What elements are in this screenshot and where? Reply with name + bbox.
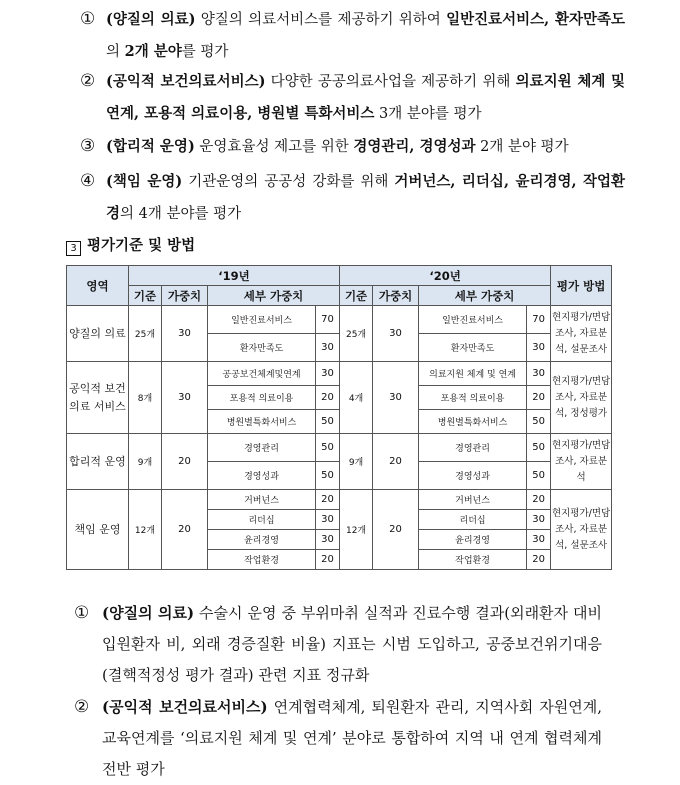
criteria-cell-20: 9개 bbox=[340, 434, 373, 490]
item-text: 3개 분야를 평가 bbox=[374, 106, 482, 122]
detail-item-20: 거버넌스 bbox=[419, 490, 527, 510]
header-criteria: 기준 bbox=[129, 286, 162, 306]
weight-cell-20: 20 bbox=[373, 490, 419, 570]
detail-weight-19: 30 bbox=[316, 362, 340, 386]
criteria-cell-20: 12개 bbox=[340, 490, 373, 570]
item-bold: 경영관리, 경영성과 bbox=[353, 138, 476, 155]
item-number: ① bbox=[80, 9, 96, 29]
detail-weight-20: 70 bbox=[527, 306, 551, 334]
item-number: ② bbox=[74, 697, 90, 717]
header-year-19: ‘19년 bbox=[129, 266, 340, 286]
item-text: 를 평가 bbox=[181, 44, 229, 60]
area-cell: 책임 운영 bbox=[67, 490, 129, 570]
weight-cell-19: 20 bbox=[162, 490, 208, 570]
method-cell: 현지평가/면담조사, 자료분석 bbox=[551, 434, 612, 490]
detail-item-19: 작업환경 bbox=[208, 550, 316, 570]
detail-item-19: 거버넌스 bbox=[208, 490, 316, 510]
detail-weight-20: 30 bbox=[527, 334, 551, 362]
detail-weight-19: 50 bbox=[316, 434, 340, 462]
detail-item-20: 환자만족도 bbox=[419, 334, 527, 362]
item-bold: 의료지원 체계 및 연계, 포용적 의료이용, 병원별 특화서비스 bbox=[106, 73, 625, 122]
detail-weight-19: 20 bbox=[316, 386, 340, 410]
weight-cell-19: 30 bbox=[162, 362, 208, 434]
item-number: ④ bbox=[80, 171, 96, 191]
item-text: 의 bbox=[106, 44, 125, 60]
area-cell: 양질의 의료 bbox=[67, 306, 129, 362]
detail-weight-20: 30 bbox=[527, 530, 551, 550]
detail-weight-20: 50 bbox=[527, 410, 551, 434]
item-number: ① bbox=[74, 603, 90, 623]
item-bold: 일반진료서비스, 환자만족도 bbox=[446, 11, 625, 28]
section-title: 평가기준 및 방법 bbox=[87, 237, 196, 254]
item-text: 다양한 공공의료사업을 제공하기 위해 bbox=[265, 74, 516, 90]
table-row bbox=[67, 490, 612, 510]
method-cell: 현지평가/면담조사, 자료분석, 설문조사 bbox=[551, 490, 612, 570]
weight-cell-20: 20 bbox=[373, 434, 419, 490]
detail-weight-20: 50 bbox=[527, 434, 551, 462]
detail-item-20: 리더십 bbox=[419, 510, 527, 530]
detail-weight-19: 50 bbox=[316, 410, 340, 434]
item-bold: 거버넌스, 리더십, 윤리경영, 작업환경 bbox=[106, 173, 625, 222]
bottom-item-2 bbox=[74, 692, 602, 785]
detail-item-19: 포용적 의료이용 bbox=[208, 386, 316, 410]
detail-item-19: 윤리경영 bbox=[208, 530, 316, 550]
detail-item-20: 일반진료서비스 bbox=[419, 306, 527, 334]
intro-item-2 bbox=[80, 66, 625, 130]
item-number: ② bbox=[80, 71, 96, 91]
item-lead: (양질의 의료) bbox=[102, 604, 195, 622]
item-number: ③ bbox=[80, 136, 96, 156]
item-text: 운영효율성 제고를 위한 bbox=[194, 139, 354, 155]
weight-cell-19: 20 bbox=[162, 434, 208, 490]
criteria-cell-19: 25개 bbox=[129, 306, 162, 362]
intro-item-3 bbox=[80, 131, 625, 163]
detail-weight-19: 30 bbox=[316, 510, 340, 530]
detail-item-20: 경영성과 bbox=[419, 462, 527, 490]
detail-weight-20: 50 bbox=[527, 462, 551, 490]
header-weight: 가중치 bbox=[162, 286, 208, 306]
item-lead: (책임 운영) bbox=[106, 173, 183, 190]
detail-item-20: 작업환경 bbox=[419, 550, 527, 570]
detail-weight-19: 30 bbox=[316, 334, 340, 362]
detail-weight-20: 30 bbox=[527, 362, 551, 386]
header-criteria: 기준 bbox=[340, 286, 373, 306]
item-text: 양질의 의료서비스를 제공하기 위하여 bbox=[195, 12, 447, 28]
method-cell: 현지평가/면담조사, 자료분석, 정성평가 bbox=[551, 362, 612, 434]
weight-cell-19: 30 bbox=[162, 306, 208, 362]
header-detail: 세부 가중치 bbox=[419, 286, 551, 306]
table-row bbox=[67, 306, 612, 334]
criteria-cell-20: 25개 bbox=[340, 306, 373, 362]
area-cell: 합리적 운영 bbox=[67, 434, 129, 490]
header-area: 영역 bbox=[67, 266, 129, 306]
bottom-item-1 bbox=[74, 598, 602, 691]
detail-weight-19: 30 bbox=[316, 530, 340, 550]
item-lead: (합리적 운영) bbox=[106, 138, 195, 155]
detail-item-19: 경영관리 bbox=[208, 434, 316, 462]
detail-item-20: 윤리경영 bbox=[419, 530, 527, 550]
detail-weight-20: 30 bbox=[527, 510, 551, 530]
header-method: 평가 방법 bbox=[551, 266, 612, 306]
detail-weight-19: 20 bbox=[316, 550, 340, 570]
header-year-20: ‘20년 bbox=[340, 266, 551, 286]
item-lead: (양질의 의료) bbox=[106, 11, 196, 28]
detail-item-19: 병원별특화서비스 bbox=[208, 410, 316, 434]
section-number: 3 bbox=[66, 241, 81, 256]
detail-item-19: 공공보건체계및연계 bbox=[208, 362, 316, 386]
detail-item-19: 일반진료서비스 bbox=[208, 306, 316, 334]
criteria-cell-20: 4개 bbox=[340, 362, 373, 434]
detail-item-19: 리더십 bbox=[208, 510, 316, 530]
criteria-cell-19: 9개 bbox=[129, 434, 162, 490]
detail-item-19: 환자만족도 bbox=[208, 334, 316, 362]
detail-weight-19: 70 bbox=[316, 306, 340, 334]
item-bold: 2개 분야 bbox=[124, 43, 182, 60]
intro-item-4 bbox=[80, 166, 625, 230]
weight-cell-20: 30 bbox=[373, 306, 419, 362]
header-detail: 세부 가중치 bbox=[208, 286, 340, 306]
item-lead: (공익적 보건의료서비스) bbox=[106, 73, 266, 90]
detail-weight-19: 50 bbox=[316, 462, 340, 490]
item-text: 수술시 운영 중 부위마취 실적과 진료수행 결과(외래환자 대비 입원환자 비, 외래 경증질환 비율) 지표는 시범 도입하고, 공중보건위기대응(결핵적정성 평가 결과) 관련 지표 정규화 bbox=[102, 604, 602, 684]
item-lead: (공익적 보건의료서비스) bbox=[102, 698, 268, 716]
header-weight: 가중치 bbox=[373, 286, 419, 306]
item-text: 2개 분야 평가 bbox=[475, 139, 569, 155]
detail-weight-20: 20 bbox=[527, 550, 551, 570]
section-heading bbox=[66, 234, 195, 256]
detail-weight-20: 20 bbox=[527, 490, 551, 510]
detail-item-20: 경영관리 bbox=[419, 434, 527, 462]
intro-item-1 bbox=[80, 4, 625, 68]
detail-item-20: 병원별특화서비스 bbox=[419, 410, 527, 434]
criteria-cell-19: 8개 bbox=[129, 362, 162, 434]
weight-cell-20: 30 bbox=[373, 362, 419, 434]
item-text: 기관운영의 공공성 강화를 위해 bbox=[182, 174, 395, 190]
detail-item-19: 경영성과 bbox=[208, 462, 316, 490]
evaluation-table bbox=[66, 265, 612, 570]
item-text: 연계협력체계, 퇴원환자 관리, 지역사회 자원연계, 교육연계를 ‘의료지원 체계 및 연계’ 분야로 통합하여 지역 내 연계 협력체계 전반 평가 bbox=[102, 698, 602, 778]
detail-weight-20: 20 bbox=[527, 386, 551, 410]
item-text: 의 4개 분야를 평가 bbox=[120, 206, 242, 222]
detail-item-20: 포용적 의료이용 bbox=[419, 386, 527, 410]
criteria-cell-19: 12개 bbox=[129, 490, 162, 570]
detail-weight-19: 20 bbox=[316, 490, 340, 510]
table-row bbox=[67, 362, 612, 386]
method-cell: 현지평가/면담조사, 자료분석, 설문조사 bbox=[551, 306, 612, 362]
area-cell: 공익적 보건의료 서비스 bbox=[67, 362, 129, 434]
table-row bbox=[67, 434, 612, 462]
detail-item-20: 의료지원 체계 및 연계 bbox=[419, 362, 527, 386]
